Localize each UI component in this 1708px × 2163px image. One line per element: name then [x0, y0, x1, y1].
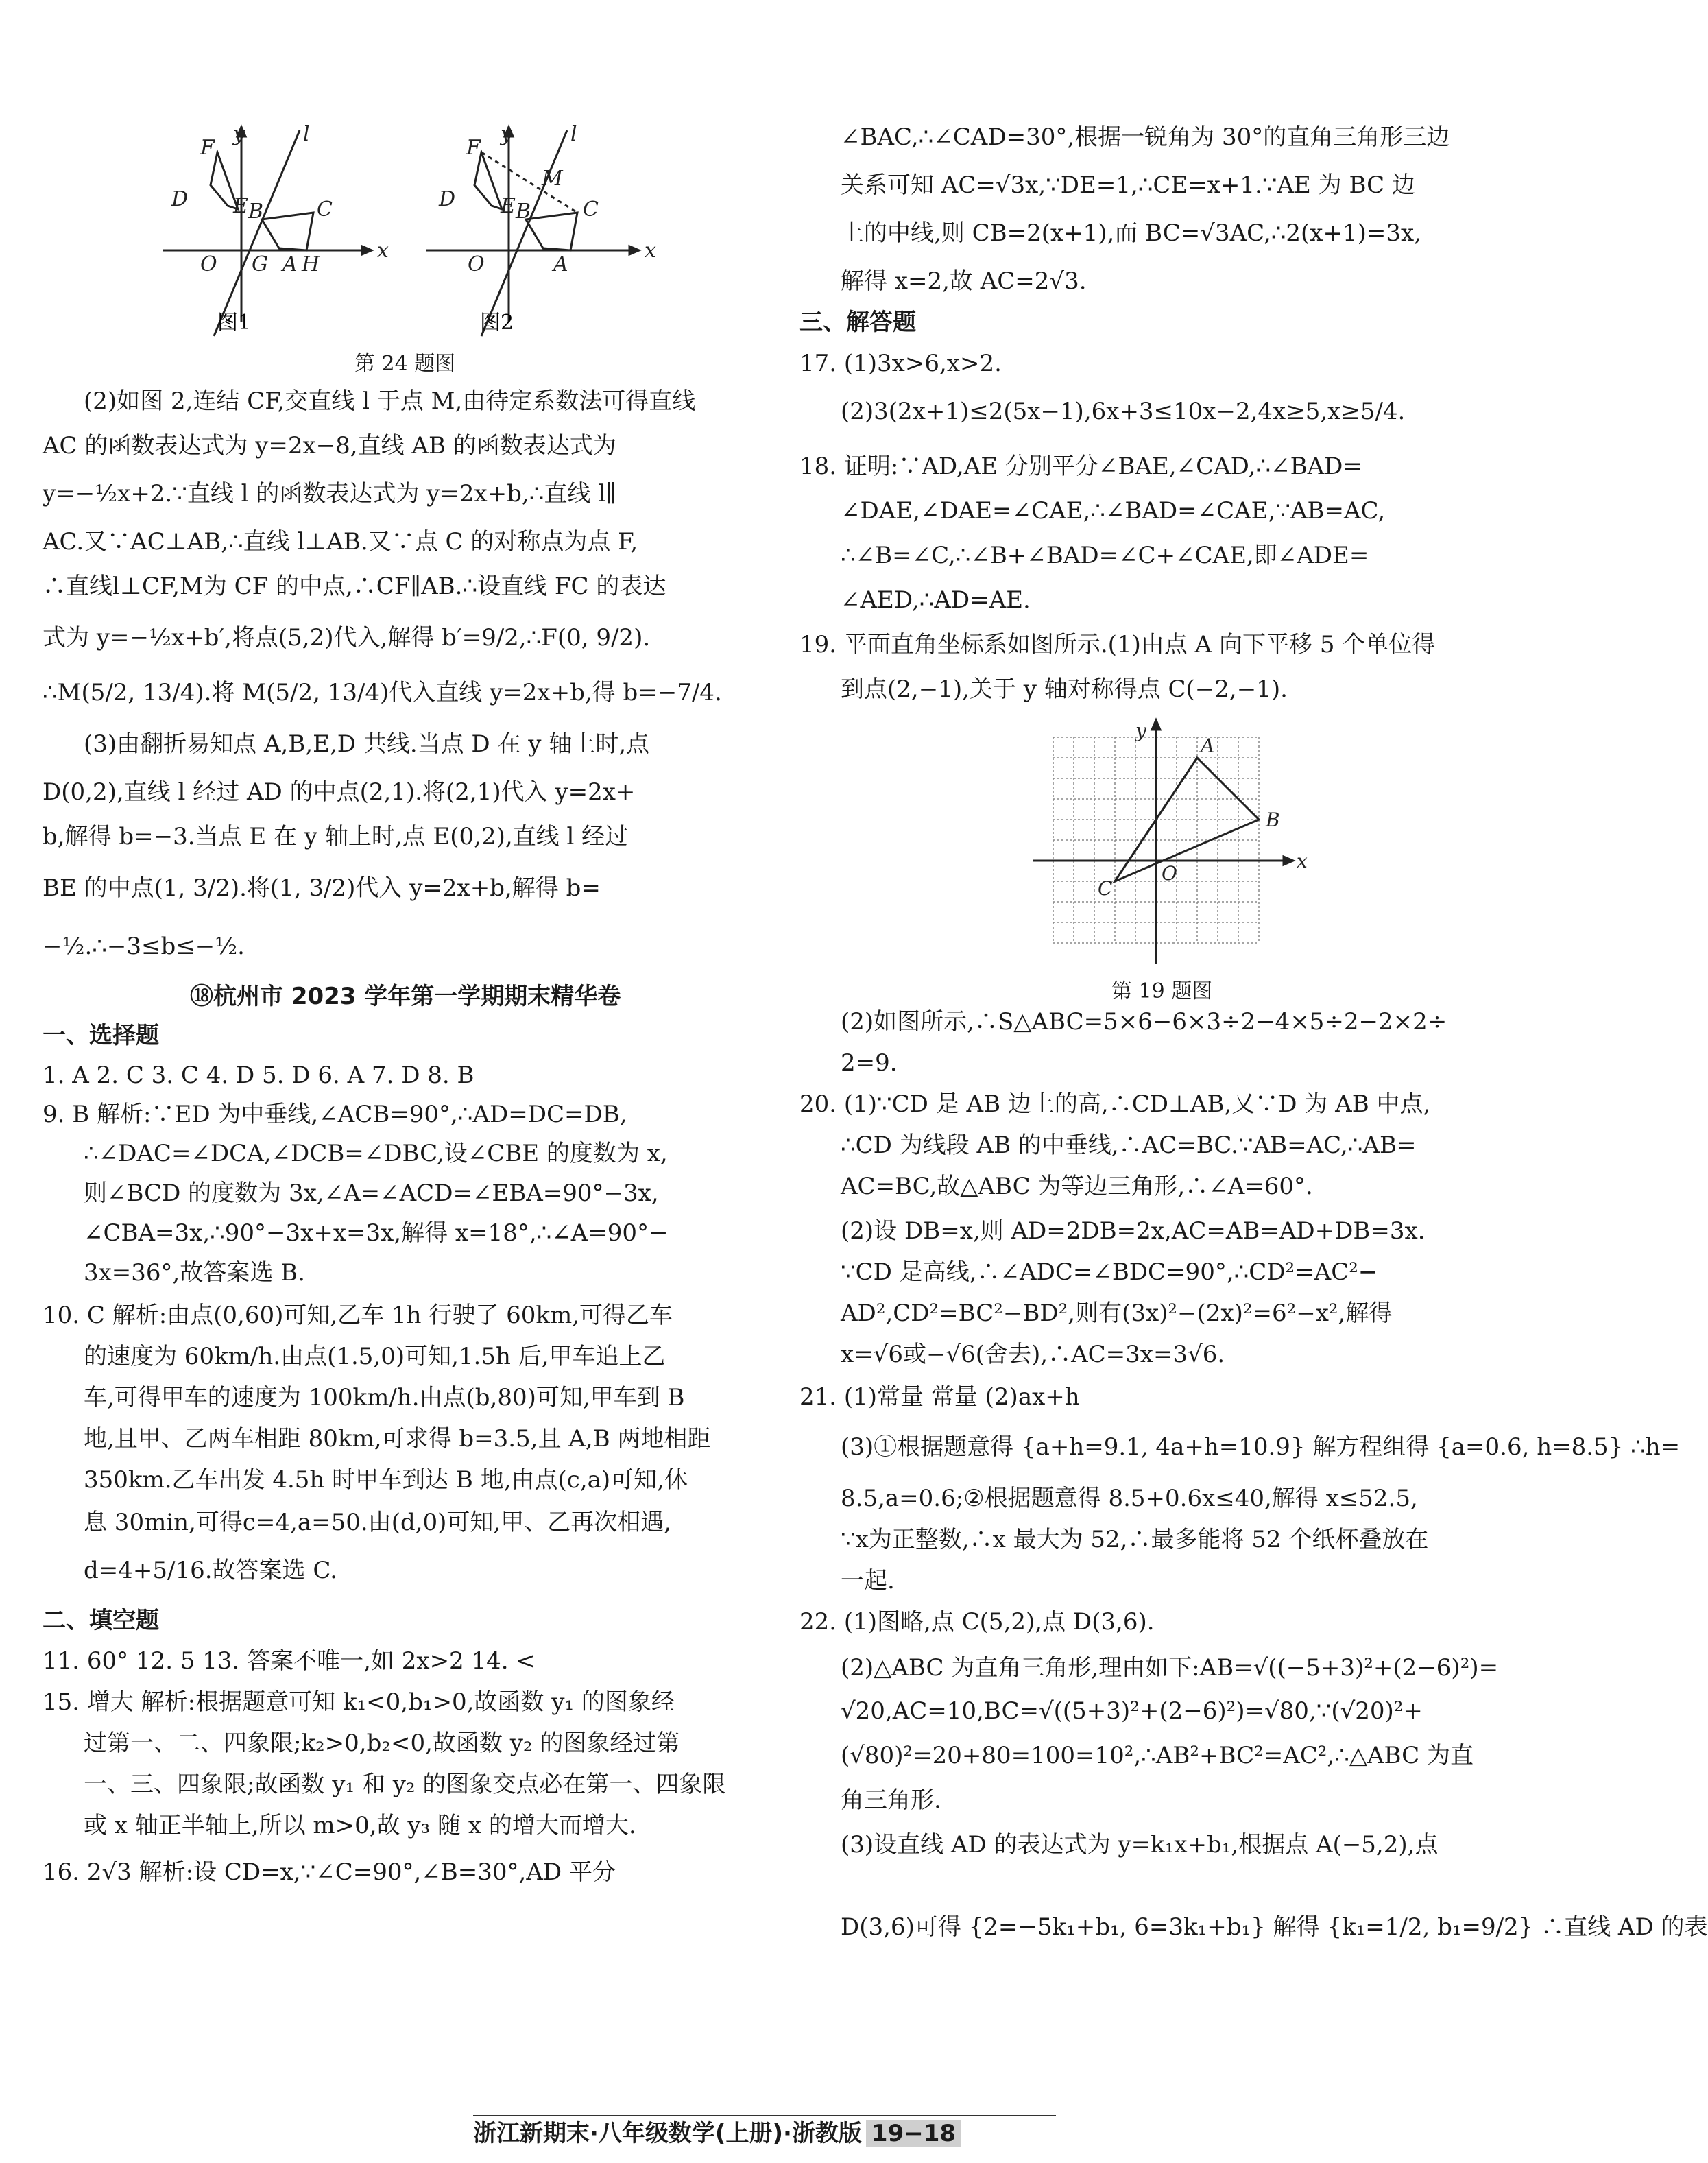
text-line: 解得 x=2,故 AC=2√3. — [841, 267, 1087, 295]
q15-line: 或 x 轴正半轴上,所以 m>0,故 y₃ 随 x 的增大而增大. — [84, 1812, 636, 1839]
text-line: BE 的中点(1, 3/2).将(1, 3/2)代入 y=2x+b,解得 b= — [43, 874, 601, 902]
text-line: (2)3(2x+1)≤2(5x−1),6x+3≤10x−2,4x≥5,x≥5/4. — [841, 398, 1406, 425]
page-number: 19−18 — [866, 2120, 961, 2147]
fig1-C: C — [317, 198, 333, 222]
fig1-O: O — [200, 252, 217, 276]
page-footer — [473, 2115, 1056, 2151]
text-line: (3)由翻折易知点 A,B,E,D 共线.当点 D 在 y 轴上时,点 — [84, 730, 650, 758]
fig1-label: 图1 — [217, 311, 252, 335]
answers-11-14: 11. 60° 12. 5 13. 答案不唯一,如 2x>2 14. < — [43, 1647, 536, 1675]
figure-24-2 — [426, 127, 639, 336]
fig2-D: D — [439, 187, 456, 211]
fig1-E: E — [233, 194, 248, 218]
q16-line: 16. 2√3 解析:设 CD=x,∵∠C=90°,∠B=30°,AD 平分 — [43, 1859, 616, 1886]
text-line: 22. (1)图略,点 C(5,2),点 D(3,6). — [799, 1608, 1155, 1636]
text-line: b,解得 b=−3.当点 E 在 y 轴上时,点 E(0,2),直线 l 经过 — [43, 823, 629, 850]
text-line: −½.∴−3≤b≤−½. — [43, 933, 245, 960]
text-line: 关系可知 AC=√3x,∵DE=1,∴CE=x+1.∵AE 为 BC 边 — [841, 171, 1415, 199]
fig2-C: C — [583, 198, 599, 222]
text-line: (√80)²=20+80=100=10²,∴AB²+BC²=AC²,∴△ABC 为直 — [841, 1742, 1474, 1769]
q10-line: 的速度为 60km/h.由点(1.5,0)可知,1.5h 后,甲车追上乙 — [84, 1343, 666, 1370]
text-line: AC.又∵AC⊥AB,∴直线 l⊥AB.又∵点 C 的对称点为点 F, — [43, 528, 638, 555]
q15-line: 15. 增大 解析:根据题意可知 k₁<0,b₁>0,故函数 y₁ 的图象经 — [43, 1688, 675, 1716]
figure-19-caption: 第 19 题图 — [1111, 979, 1213, 1003]
fig1-H: H — [302, 252, 320, 276]
text-line: (3)①根据题意得 {a+h=9.1, 4a+h=10.9} 解方程组得 {a=0.6, h=8.5} ∴h= — [841, 1433, 1681, 1461]
text-line: ∴M(5/2, 13/4).将 M(5/2, 13/4)代入直线 y=2x+b,得 b=−7/4. — [43, 679, 722, 706]
text-line: ∴∠B=∠C,∴∠B+∠BAD=∠C+∠CAE,即∠ADE= — [841, 542, 1369, 569]
fig2-F: F — [466, 136, 481, 160]
q10-line: d=4+5/16.故答案选 C. — [84, 1557, 337, 1584]
q15-line: 过第一、二、四象限;k₂>0,b₂<0,故函数 y₂ 的图象经过第 — [84, 1730, 680, 1757]
text-line: D(3,6)可得 {2=−5k₁+b₁, 6=3k₁+b₁} 解得 {k₁=1/2, b₁=9/2} ∴直线 AD 的表 — [841, 1913, 1708, 1941]
text-line: 式为 y=−½x+b′,将点(5,2)代入,解得 b′=9/2,∴F(0, 9/2). — [43, 624, 651, 652]
fig1-B: B — [248, 200, 264, 224]
fig2-O: O — [468, 252, 485, 276]
fig2-x: x — [645, 239, 656, 263]
text-line: ∠BAC,∴∠CAD=30°,根据一锐角为 30°的直角三角形三边 — [841, 123, 1450, 151]
text-line: 到点(2,−1),关于 y 轴对称得点 C(−2,−1). — [841, 676, 1288, 703]
fig2-y: y — [501, 122, 512, 146]
text-line: 19. 平面直角坐标系如图所示.(1)由点 A 向下平移 5 个单位得 — [799, 631, 1436, 658]
text-line: AC 的函数表达式为 y=2x−8,直线 AB 的函数表达式为 — [43, 432, 616, 459]
q10-line: 地,且甲、乙两车相距 80km,可求得 b=3.5,且 A,B 两地相距 — [84, 1425, 711, 1453]
text-line: D(0,2),直线 l 经过 AD 的中点(2,1).将(2,1)代入 y=2x+ — [43, 778, 636, 806]
q9-line: ∴∠DAC=∠DCA,∠DCB=∠DBC,设∠CBE 的度数为 x, — [84, 1140, 668, 1167]
q9-line: 则∠BCD 的度数为 3x,∠A=∠ACD=∠EBA=90°−3x, — [84, 1180, 659, 1207]
fig19-x: x — [1297, 850, 1308, 872]
q9-line: 3x=36°,故答案选 B. — [84, 1259, 305, 1287]
answers-1-8: 1. A 2. C 3. C 4. D 5. D 6. A 7. D 8. B — [43, 1062, 474, 1089]
text-line: 18. 证明:∵AD,AE 分别平分∠BAE,∠CAD,∴∠BAD= — [799, 453, 1362, 480]
fig2-l: l — [570, 122, 577, 146]
text-line: 17. (1)3x>6,x>2. — [799, 350, 1002, 377]
q10-line: 车,可得甲车的速度为 100km/h.由点(b,80)可知,甲车到 B — [84, 1384, 685, 1411]
text-line: 21. (1)常量 常量 (2)ax+h — [799, 1383, 1080, 1411]
fig1-y: y — [233, 122, 245, 146]
text-line: x=√6或−√6(舍去),∴AC=3x=3√6. — [841, 1341, 1225, 1368]
text-line: 8.5,a=0.6;②根据题意得 8.5+0.6x≤40,解得 x≤52.5, — [841, 1485, 1418, 1512]
fig2-B: B — [516, 200, 531, 224]
q10-line: 息 30min,可得c=4,a=50.由(d,0)可知,甲、乙再次相遇, — [84, 1509, 672, 1536]
fig1-x: x — [377, 239, 389, 263]
section-title: ⑱杭州市 2023 学年第一学期期末精华卷 — [190, 983, 621, 1010]
fig19-C: C — [1098, 877, 1113, 900]
fig2-E: E — [501, 194, 516, 218]
fig19-A: A — [1201, 734, 1215, 757]
fig1-l: l — [303, 122, 310, 146]
figure-24-1 — [163, 127, 372, 336]
q15-line: 一、三、四象限;故函数 y₁ 和 y₂ 的图象交点必在第一、四象限 — [84, 1771, 726, 1798]
text-line: (2)如图 2,连结 CF,交直线 l 于点 M,由待定系数法可得直线 — [84, 387, 696, 415]
text-line: 2=9. — [841, 1049, 898, 1077]
text-line: (2)如图所示,∴S△ABC=5×6−6×3÷2−4×5÷2−2×2÷ — [841, 1008, 1447, 1036]
text-line: ∴直线l⊥CF,M为 CF 的中点,∴CF∥AB.∴设直线 FC 的表达 — [43, 573, 666, 600]
text-line: (2)设 DB=x,则 AD=2DB=2x,AC=AB=AD+DB=3x. — [841, 1217, 1426, 1245]
text-line: y=−½x+2.∵直线 l 的函数表达式为 y=2x+b,∴直线 l∥ — [43, 480, 616, 507]
fig19-y: y — [1135, 719, 1146, 742]
text-line: ∴CD 为线段 AB 的中垂线,∴AC=BC.∵AB=AC,∴AB= — [841, 1132, 1417, 1159]
text-line: ∵CD 是高线,∴∠ADC=∠BDC=90°,∴CD²=AC²− — [841, 1258, 1378, 1286]
text-line: 角三角形. — [841, 1786, 941, 1814]
choice-heading: 一、选择题 — [43, 1022, 159, 1049]
fig2-label: 图2 — [480, 311, 514, 335]
fig19-B: B — [1266, 809, 1280, 831]
text-line: ∵x为正整数,∴x 最大为 52,∴最多能将 52 个纸杯叠放在 — [841, 1526, 1429, 1553]
q9-line: ∠CBA=3x,∴90°−3x+x=3x,解得 x=18°,∴∠A=90°− — [84, 1219, 669, 1247]
text-line: (2)△ABC 为直角三角形,理由如下:AB=√((−5+3)²+(2−6)²)= — [841, 1654, 1499, 1682]
fig2-M: M — [542, 167, 563, 191]
fill-heading: 二、填空题 — [43, 1607, 159, 1634]
text-line: 一起. — [841, 1567, 895, 1594]
fig1-G: G — [252, 252, 268, 276]
text-line: 20. (1)∵CD 是 AB 边上的高,∴CD⊥AB,又∵D 为 AB 中点, — [799, 1090, 1431, 1118]
fig1-D: D — [171, 187, 189, 211]
figure-24-caption: 第 24 题图 — [354, 352, 456, 376]
text-line: √20,AC=10,BC=√((5+3)²+(2−6)²)=√80,∵(√20)²+ — [841, 1697, 1423, 1725]
line-l — [214, 130, 300, 336]
footer-title: 浙江新期末·八年级数学(上册)·浙教版 — [473, 2120, 862, 2147]
figure-19 — [1033, 717, 1321, 970]
text-line: (3)设直线 AD 的表达式为 y=k₁x+b₁,根据点 A(−5,2),点 — [841, 1831, 1439, 1859]
text-line: AD²,CD²=BC²−BD²,则有(3x)²−(2x)²=6²−x²,解得 — [841, 1300, 1393, 1327]
fig19-O: O — [1162, 862, 1177, 885]
text-line: ∠DAE,∠DAE=∠CAE,∴∠BAD=∠CAE,∵AB=AC, — [841, 497, 1386, 525]
q9-line: 9. B 解析:∵ED 为中垂线,∠ACB=90°,∴AD=DC=DB, — [43, 1101, 627, 1128]
answer-heading: 三、解答题 — [799, 309, 916, 336]
text-line: 上的中线,则 CB=2(x+1),而 BC=√3AC,∴2(x+1)=3x, — [841, 219, 1421, 247]
fig1-F: F — [200, 136, 215, 160]
fig1-A: A — [282, 252, 298, 276]
text-line: ∠AED,∴AD=AE. — [841, 586, 1031, 614]
fig2-A: A — [553, 252, 568, 276]
q10-line: 350km.乙车出发 4.5h 时甲车到达 B 地,由点(c,a)可知,休 — [84, 1466, 688, 1494]
q10-line: 10. C 解析:由点(0,60)可知,乙车 1h 行驶了 60km,可得乙车 — [43, 1302, 673, 1329]
text-line: AC=BC,故△ABC 为等边三角形,∴∠A=60°. — [841, 1173, 1313, 1200]
